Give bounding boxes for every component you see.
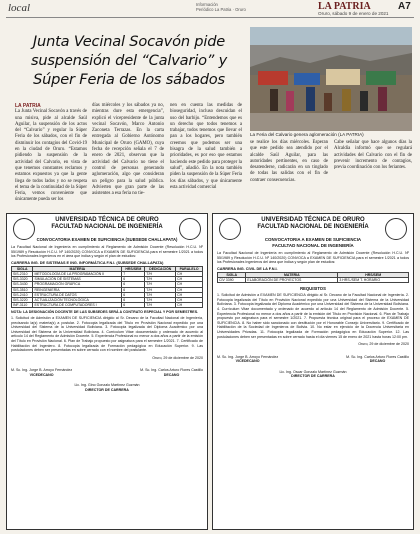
article-col3-text: nen en cuenta las medidas de bioseguridad, incluso descuidan el uso del barbijo. “Entendemos que es un derecho que todos tenemos a trabajar, todos tenemos que llevar el pan a los hogares, pero también creemos que podemos ser una bisagra de la salud también a prioridades, es por eso que estamos haciendo este pedido para proteger la salud”, añadió. En la nota también piden la suspensión de la Súper Feria los días sábados, y que únicamente esta actividad comercial [170,103,242,190]
table-cell: PROGRAMACIÓN GRÁFICA [33,282,122,287]
signature-name: Lic. Ing. Gino Gonzalo Martínez Guzmán [74,383,140,388]
ad-requirements: 1. Solicitud de Admisión a EXAMEN DE SUFICIENCIA dirigido al Sr. Decano de la Facultad Nacional de Ingeniería, precisando la(s) materia(s) a postular. 2. Fotocopia legalizada del Título en Provisión Nacional expedido por una Universidad del Sistema de la Universidad Boliviana. 3. Fotocopia legalizada del Diploma Académico por una Universidad del Sistema de la Universidad Boliviana. 4. Currículum Vitae documentado y ordenado de acuerdo al artículo 14 del Reglamento de Admisión Docente. 5. Experiencia Profesional no menor a dos años a partir de la emisión del Título en Provisión Nacional. 6. Plan de Trabajo propuesto por asignatura para el semestre 1/2021. 7. Certificado de Habilitación del Ingeniero. 8. Fotocopia legalizada de Formación pedagógica en Educación Superior. 9. Las postulaciones deben ser presentadas en sobre cerrado con el nombre del postulante. [11,316,203,353]
ad-signatures [217,355,409,364]
ad-requirements: 1. Solicitud de Admisión a EXAMEN DE SUFICIENCIA dirigido al Sr. Decano de la Facultad Nacional de Ingeniería. 2. Fotocopia legalizada del Título en Provisión Nacional expedido por una Universidad del Sistema de la Universidad Boliviana. 3. Fotocopia legalizada del Diploma Académico por una Universidad del Sistema de la Universidad Boliviana. 4. Currículum Vitae documentado y ordenado de acuerdo al artículo 14 del Reglamento de Admisión Docente. 5. Experiencia Profesional no menor a dos años a partir de la emisión del Título en Provisión Nacional. 6. Plan de Trabajo propuesto por asignatura para el semestre 1/2021. 7. Propuesta técnica original para el proceso de EXAMEN DE SUFICIENCIA. 8. No haber sido sancionado con destitución por el Honorable Consejo Universitario. 9. Certificado de Habilitación de la Sociedad de Ingenieros de Bolivia. 10. No estar en ejercicio de la Docencia Universitaria en Universidades Privadas. 11. Fotocopia legalizada de Formación pedagógica en Educación Superior. 12. Las postulaciones deben ser presentadas en sobre cerrado hasta el día viernes 15 de enero de 2021 hasta horas 12:00 pm. [217,293,409,339]
signature-role: DECANO [369,359,386,364]
ad-signoff-date: Oruro, 29 de diciembre de 2020 [152,355,203,360]
ad-subjects-table [11,266,203,309]
table-cell: T/H [145,287,176,292]
table-cell: T/H [145,292,176,297]
signature-name: M. Sc. Ing. Jorge B. Arroyo Fernández [11,368,73,373]
table-cell: CH [176,271,203,276]
article-col2-text: días miércoles y los sábados ya no, mientras dure esta emergencia”, explicó el vicepresidente de la junta vecinal Socavón, Marco Antonio Zaconeta Terrazas. En la carta entregada al Gobierno Autónomo Municipal de Oruro (GAMO), cuya fecha de recepción señala el 7 de enero de 2021, observan que la actividad del Calvario no tiene el control de personas generando aglomeración, algo que consideran un peligro para la salud pública. Advierten que gran parte de las asistentes a esa feria no tie- [92,103,164,197]
header-divider [6,17,414,18]
header-info [196,2,246,12]
article-byline: LA PATRIA [15,103,41,109]
table-row [12,303,203,308]
table-cell: ELABORACIÓN DE PROYECTOS [246,277,338,282]
table-cell: T/H [145,298,176,303]
table-cell: CH [176,298,203,303]
table-cell: CH [176,292,203,297]
table-cell: REINGENIERÍA [33,287,122,292]
table-header: PARALELO [176,266,203,271]
table-row [218,277,409,282]
table-cell: 6 [122,303,145,308]
issue-date: Oruro, sábado 9 de enero de 2021 [318,11,389,16]
table-cell: CH [176,303,203,308]
header-info-line1: Información [196,2,218,7]
ad-convocatoria-civil [212,213,414,530]
photo-caption: La Feria del Calvario genera aglomeración (LA PATRIA) [250,132,364,137]
faculty-seal-icon [179,218,201,240]
table-header: SIGLA [218,272,246,277]
ad-program: CARRERA ING. CIVIL DE LA F.N.I. [217,266,278,271]
table-cell: INF-3110 [12,303,33,308]
table-cell: ESTRUCTURA DE COMPUTADORES I [33,303,122,308]
ad-university: UNIVERSIDAD TÉCNICA DE ORURO [261,217,365,223]
ad-signatures [11,368,203,377]
signature-block [11,383,203,392]
ad-call-title: CONVOCATORIA A EXAMEN DE SUFICIENCIA [264,237,362,242]
signature-role: DECANO [163,372,180,377]
signature-block [346,355,409,364]
article-column-1 [15,103,87,204]
article-column-4 [250,140,328,184]
ad-faculty: FACULTAD NACIONAL DE INGENIERÍA [51,224,163,230]
article-col4-text: se realice los días miércoles. Esperan que este pedido sea atendido por el alcalde Saúl Aguilar, para las autoridades pertinentes, en caso de desatenderse, radicarán en un tinglado de todas las salidas con el fin de contraer consecuencias. [250,140,328,183]
market-photo-illustration [250,27,412,131]
table-cell: SIS-3510 [12,287,33,292]
ad-call-title: CONVOCATORIA EXAMEN DE SUFICIENCIA (SUBSEDE CHALLAPATA) [36,237,178,242]
table-cell: 6 [122,298,145,303]
table-cell: 6 [122,292,145,297]
signature-role: DIRECTOR DE CARRERA [85,387,129,392]
table-cell: SIS-3430 [12,282,33,287]
signature-block [217,355,278,364]
table-cell: SIS-2310 [12,271,33,276]
table-cell: SIMULACIÓN DE SISTEMAS [33,277,122,282]
ad-requirements-title: REQUISITOS [300,286,326,292]
faculty-seal-icon [385,218,407,240]
table-header: SIGLA [12,266,33,271]
table-cell: 6 [122,277,145,282]
table-cell: T/H [145,271,176,276]
table-cell: CH [176,287,203,292]
table-cell: ESTRUCTURA DE DATOS [33,292,122,297]
table-cell: 3 HRS./SEM T. HORARIO [338,277,409,282]
section-label: local [8,2,30,14]
table-cell: T/H [145,303,176,308]
table-header: HRS/SEM [338,272,409,277]
ad-subjects-table [217,272,409,283]
ad-intro: La Facultad Nacional de Ingeniería en cumplimiento al Reglamento de Admisión Docente (Resolución H.C.U. Nº 55/1989 y Resolución H.C.U. Nº 140/2020) CONVOCA a EXAMEN DE SUFICIENCIA para el semestre 1/2021 a todos los Profesionales Ingenieros en el área que indica y según el plan de estudios: [11,245,203,259]
ad-faculty: FACULTAD NACIONAL DE INGENIERÍA [257,224,369,230]
university-seal-icon [13,218,35,240]
table-cell: 6 [122,282,145,287]
signature-block [11,368,72,377]
ad-convocatoria-challapata [6,213,208,530]
page-number: A7 [398,1,411,12]
table-cell: 7 [122,271,145,276]
table-cell: SIS-3320 [12,277,33,282]
signature-block [140,368,203,377]
table-header: MATERIA [33,266,122,271]
table-cell: ACTUALIZACIÓN TECNOLÓGICA [33,298,122,303]
table-cell: SIS-3220 [12,298,33,303]
article-column-5 [334,140,412,171]
table-header: MATERIA [246,272,338,277]
table-cell: METODOLOGÍA DE LA PROGRAMACIÓN II [33,271,122,276]
table-header: HRS/SEM [122,266,145,271]
signature-name: Lic. Ing. Oscar Gonzalo Martínez Guzmán [279,369,347,374]
table-header: DEDICACIÓN [145,266,176,271]
header-info-line2: Periódico La Patria · Oruro [196,7,246,12]
article-photo [250,27,412,131]
article-col1-text: La Junta Vecinal Socavón a través de una misiva, pide al alcalde Saúl Aguilar, la suspensión de los actos del “Calvario” y regular la Súper Feria de los sábados, con el fin de disminuir los contagios del Covid-19 en la ciudad de Oruro. “Estamos pidiendo la suspensión de la actividad del Calvario, en vista de que tenemos constantes reclamos y estamos expuestos ya que la gente llega de todos lados y no se respeta el tema de la continuidad de la Súper Feria, vemos conveniente que únicamente pueda ser los [15,109,87,203]
ad-program: CARRERA ING. DE SISTEMAS E ING. INFORMÁTICA F.N.I. (SUBSEDE CHALLAPATA) [11,260,164,265]
university-seal-icon [219,218,241,240]
signature-role: DIRECTOR DE CARRERA [291,373,335,378]
ad-call-subtitle: FACULTAD NACIONAL DE INGENIERÍA [272,243,354,248]
brand-logo: LA PATRIA [318,1,371,12]
signature-role: VICEDECANO [235,359,260,364]
table-cell: T/H [145,277,176,282]
ad-university: UNIVERSIDAD TÉCNICA DE ORURO [55,217,159,223]
signature-name: M. Sc. Ing. Carlos Arturo Flores Castillo [140,368,203,373]
table-cell: CH [176,282,203,287]
table-cell: CH [176,277,203,282]
article-headline: Junta Vecinal Socavón pide suspensión del “Calvario” y Súper Feria de los sábados [30,33,228,88]
table-cell: 6 [122,287,145,292]
table-cell: T/H [145,282,176,287]
signature-block [217,370,409,379]
signature-name: M. Sc. Ing. Carlos Arturo Flores Castillo [346,354,409,359]
signature-role: VICEDECANO [29,372,54,377]
table-cell: SIS-2410 [12,292,33,297]
article-col5-text: Cabe señalar que hace algunos días la Alcaldía informó que se regulará actividades del Calvario con el fin de prevenir incremento de contagios, previa coordinación con los feriantes. [334,140,412,171]
signature-name: M. Sc. Ing. Jorge B. Arroyo Fernández [217,354,279,359]
ad-intro: La Facultad Nacional de Ingeniería en cumplimiento al Reglamento de Admisión Docente (Resolución H.C.U. Nº 55/1989 y Resolución H.C.U. Nº 140/2020) CONVOCA a EXAMEN DE SUFICIENCIA para el semestre 1/2021 a todos los Profesionales Ingenieros del área que indica y según plan de estudios: [217,251,409,265]
ad-signoff-date: Oruro, 29 de diciembre de 2020 [358,342,409,347]
article-column-3 [170,103,242,191]
article-column-2 [92,103,164,197]
ad-note: NOTA: LA DESIGNACIÓN DOCENTE DE LAS SUBSEDES SERÁ A CONTRATO ESPECIAL Y POR SEMESTRES. [11,310,199,315]
table-cell: CIV 3390 [218,277,246,282]
